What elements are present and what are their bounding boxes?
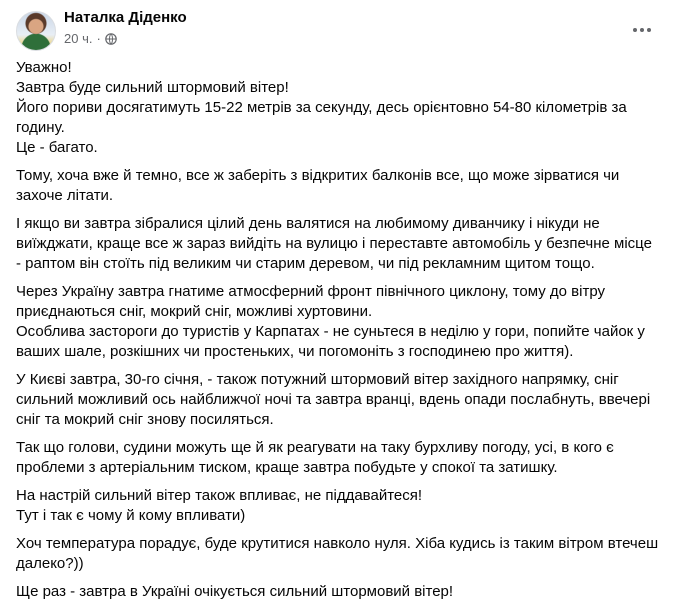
- author-name[interactable]: Наталка Діденко: [64, 9, 187, 26]
- ellipsis-icon[interactable]: [624, 12, 660, 48]
- post-paragraph: І якщо ви завтра зібралися цілий день валятися на любимому диванчику і нікуди не виїжджати, краще все ж зараз вийдіть на вулицю і переставте автомобіль у безпечне місце - раптом він стоїть під великим чи старим деревом, чи під рекламним щитом тощо.: [16, 215, 652, 272]
- post-header: [16, 8, 660, 52]
- post-paragraph: Хоч температура порадує, буде крутитися навколо нуля. Хіба кудись із таким вітром втечеш далеко?)): [16, 535, 659, 572]
- author-avatar[interactable]: [16, 11, 56, 51]
- post-paragraph: Тому, хоча вже й темно, все ж заберіть з відкритих балконів все, що може зірватися чи захоче літати.: [16, 167, 620, 204]
- post-meta: [64, 31, 117, 46]
- post-paragraph: Через Україну завтра гнатиме атмосферний фронт північного циклону, тому до вітру приєднаються сніг, мокрий сніг, можливі хуртовини. Особлива застороги до туристів у Карпатах - не суньтеся в неділю у гори, попийте чайок у ваших шале, розкішних чи простеньких, чи погомоніть з господинею про життя).: [16, 283, 645, 360]
- post-paragraph: У Києві завтра, 30-го січня, - також потужний штормовий вітер західного напрямку, сніг сильний можливий ось найближчої ночі та завтра вранці, вдень опади послабнуть, ввечері сніг та мокрий сніг знову посиляться.: [16, 371, 651, 428]
- post-paragraph: Так що голови, судини можуть ще й як реагувати на таку бурхливу погоду, усі, в кого є проблеми з артеріальним тиском, краще завтра побудьте у спокої та затишку.: [16, 439, 614, 476]
- post-paragraph: Уважно! Завтра буде сильний штормовий вітер! Його пориви досягатимуть 15-22 метрів за секунду, десь орієнтовно 54-80 кілометрів за годину. Це - багато.: [16, 59, 627, 156]
- globe-icon[interactable]: [105, 33, 117, 45]
- post-timestamp[interactable]: 20 ч.: [64, 31, 93, 46]
- post-paragraph: На настрій сильний вітер також впливає, не піддавайтеся! Тут і так є чому й кому впливати): [16, 487, 423, 524]
- post-paragraph: Ще раз - завтра в Україні очікується сильний штормовий вітер!: [16, 583, 454, 600]
- post-body: [16, 58, 661, 610]
- meta-separator: ·: [96, 31, 101, 46]
